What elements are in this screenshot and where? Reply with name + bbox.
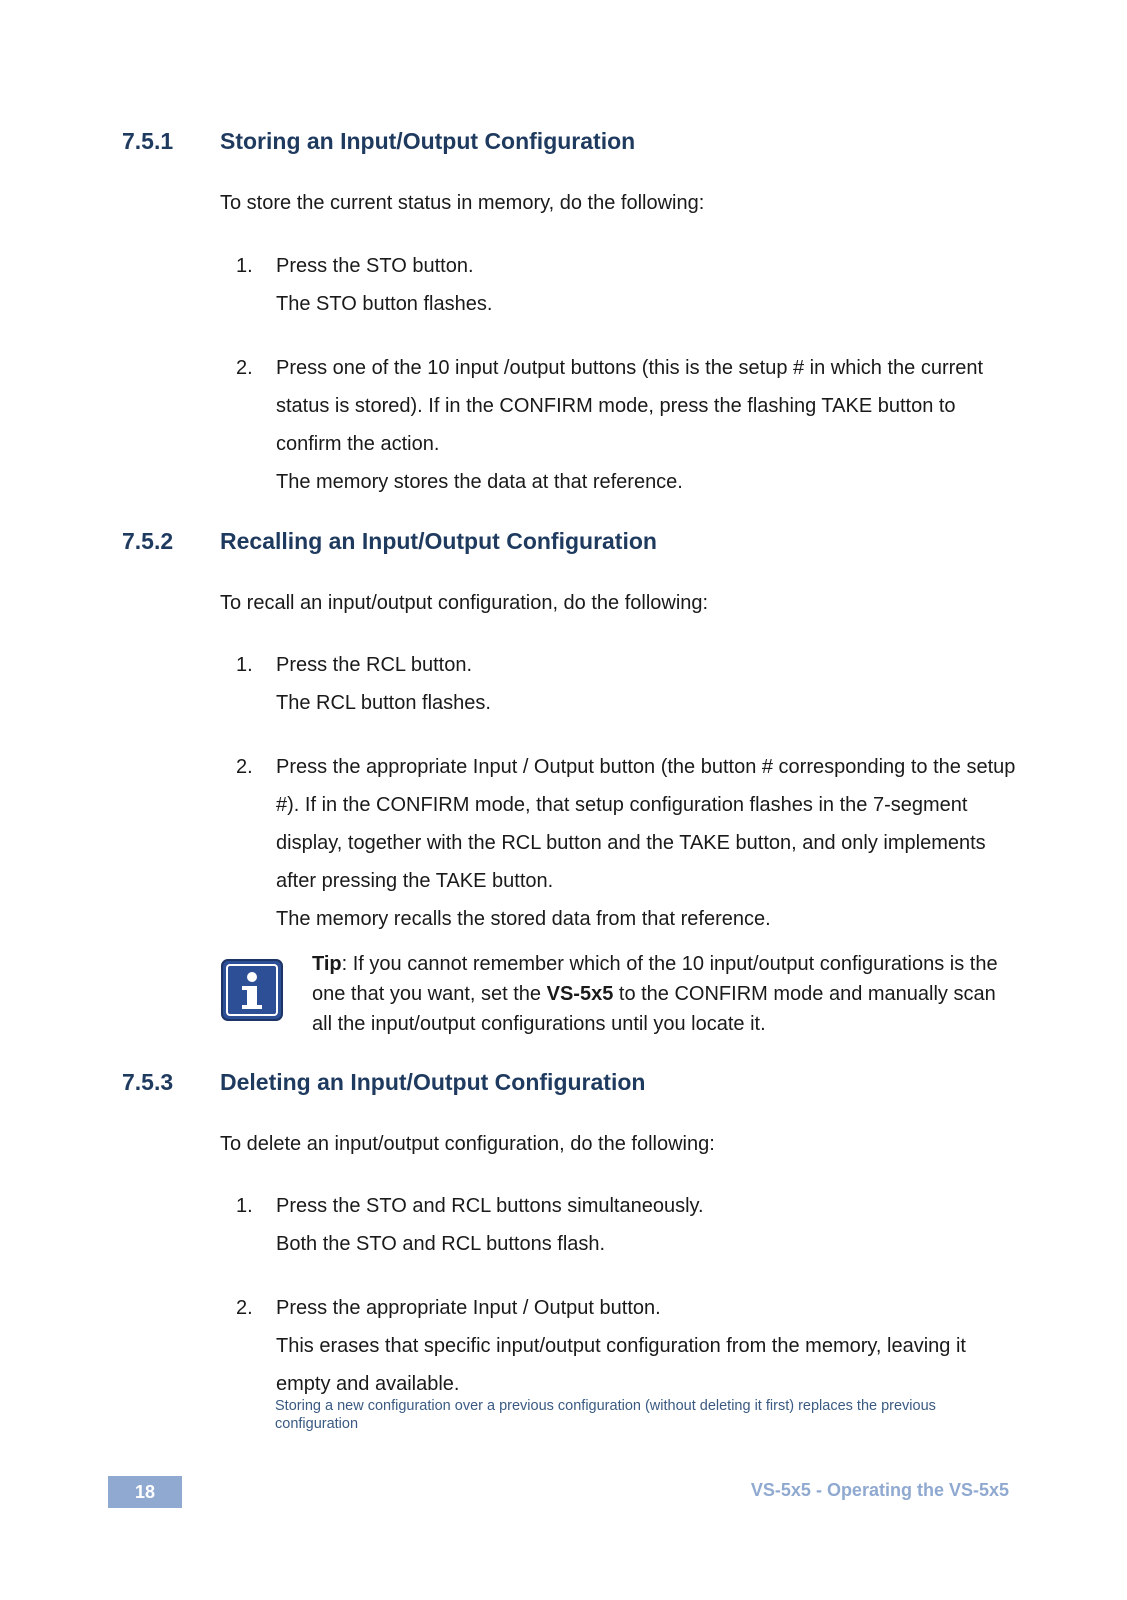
step-number: 1. — [236, 1195, 253, 1217]
list-item — [236, 1187, 1016, 1263]
step-number: 1. — [236, 654, 253, 676]
section-title: Storing an Input/Output Configuration — [220, 128, 636, 154]
step-number: 2. — [236, 756, 253, 778]
step-result: The STO button flashes. — [276, 293, 493, 315]
section-intro: To delete an input/output configuration, do the following: — [220, 1133, 715, 1155]
section-intro: To recall an input/output configuration, do the following: — [220, 592, 709, 614]
step-number: 1. — [236, 255, 253, 277]
running-footer-title: VS-5x5 - Operating the VS-5x5 — [750, 1480, 1009, 1500]
step-text: Press the RCL button. — [276, 654, 473, 676]
step-number: 2. — [236, 357, 253, 379]
step-text: Press the STO button. — [276, 255, 474, 277]
tip-product: VS-5x5 — [546, 983, 614, 1005]
step-text: Press the STO and RCL buttons simultaneously. — [276, 1195, 704, 1217]
section-number: 7.5.1 — [122, 128, 174, 154]
step-text: Press the appropriate Input / Output button. — [276, 1297, 661, 1319]
step-result: The memory recalls the stored data from that reference. — [276, 908, 771, 930]
step-text: Press one of the 10 input /output buttons (this is the setup # in which the current status is stored). If in the CONFIRM mode, press the flashing TAKE button to confirm the action. — [276, 357, 984, 455]
section-number: 7.5.2 — [122, 528, 174, 554]
page-number: 18 — [108, 1476, 182, 1508]
step-number: 2. — [236, 1297, 253, 1319]
tip-note — [312, 949, 1012, 1039]
step-result: Both the STO and RCL buttons flash. — [276, 1233, 606, 1255]
list-item — [236, 748, 1016, 938]
section-title: Recalling an Input/Output Configuration — [220, 528, 657, 554]
tip-label: Tip — [312, 953, 342, 975]
tip-text-a: : If you cannot remember which of the 10 input/output configurations is the one that you want, set the — [312, 953, 998, 1005]
tip-text-b: to the CONFIRM mode and manually scan all the input/output configurations until you locate it. — [312, 983, 996, 1035]
section-title: Deleting an Input/Output Configuration — [220, 1069, 646, 1095]
section-number: 7.5.3 — [122, 1069, 174, 1095]
list-item — [236, 247, 1016, 323]
info-icon — [220, 958, 284, 1022]
list-item — [236, 646, 1016, 722]
list-item — [236, 349, 1016, 501]
section-intro: To store the current status in memory, do the following: — [220, 192, 705, 214]
step-text: Press the appropriate Input / Output button (the button # corresponding to the setup #). If in the CONFIRM mode, that setup configuration flashes in the 7-segment display, together with the RCL button and the TAKE button, and only implements after pressing the TAKE button. — [276, 756, 1016, 892]
step-result: The memory stores the data at that reference. — [276, 471, 683, 493]
list-item — [236, 1289, 1016, 1403]
step-result: This erases that specific input/output configuration from the memory, leaving it empty and available. — [276, 1335, 966, 1395]
step-result: The RCL button flashes. — [276, 692, 491, 714]
footnote: Storing a new configuration over a previous configuration (without deleting it first) replaces the previous configuration — [275, 1398, 936, 1432]
